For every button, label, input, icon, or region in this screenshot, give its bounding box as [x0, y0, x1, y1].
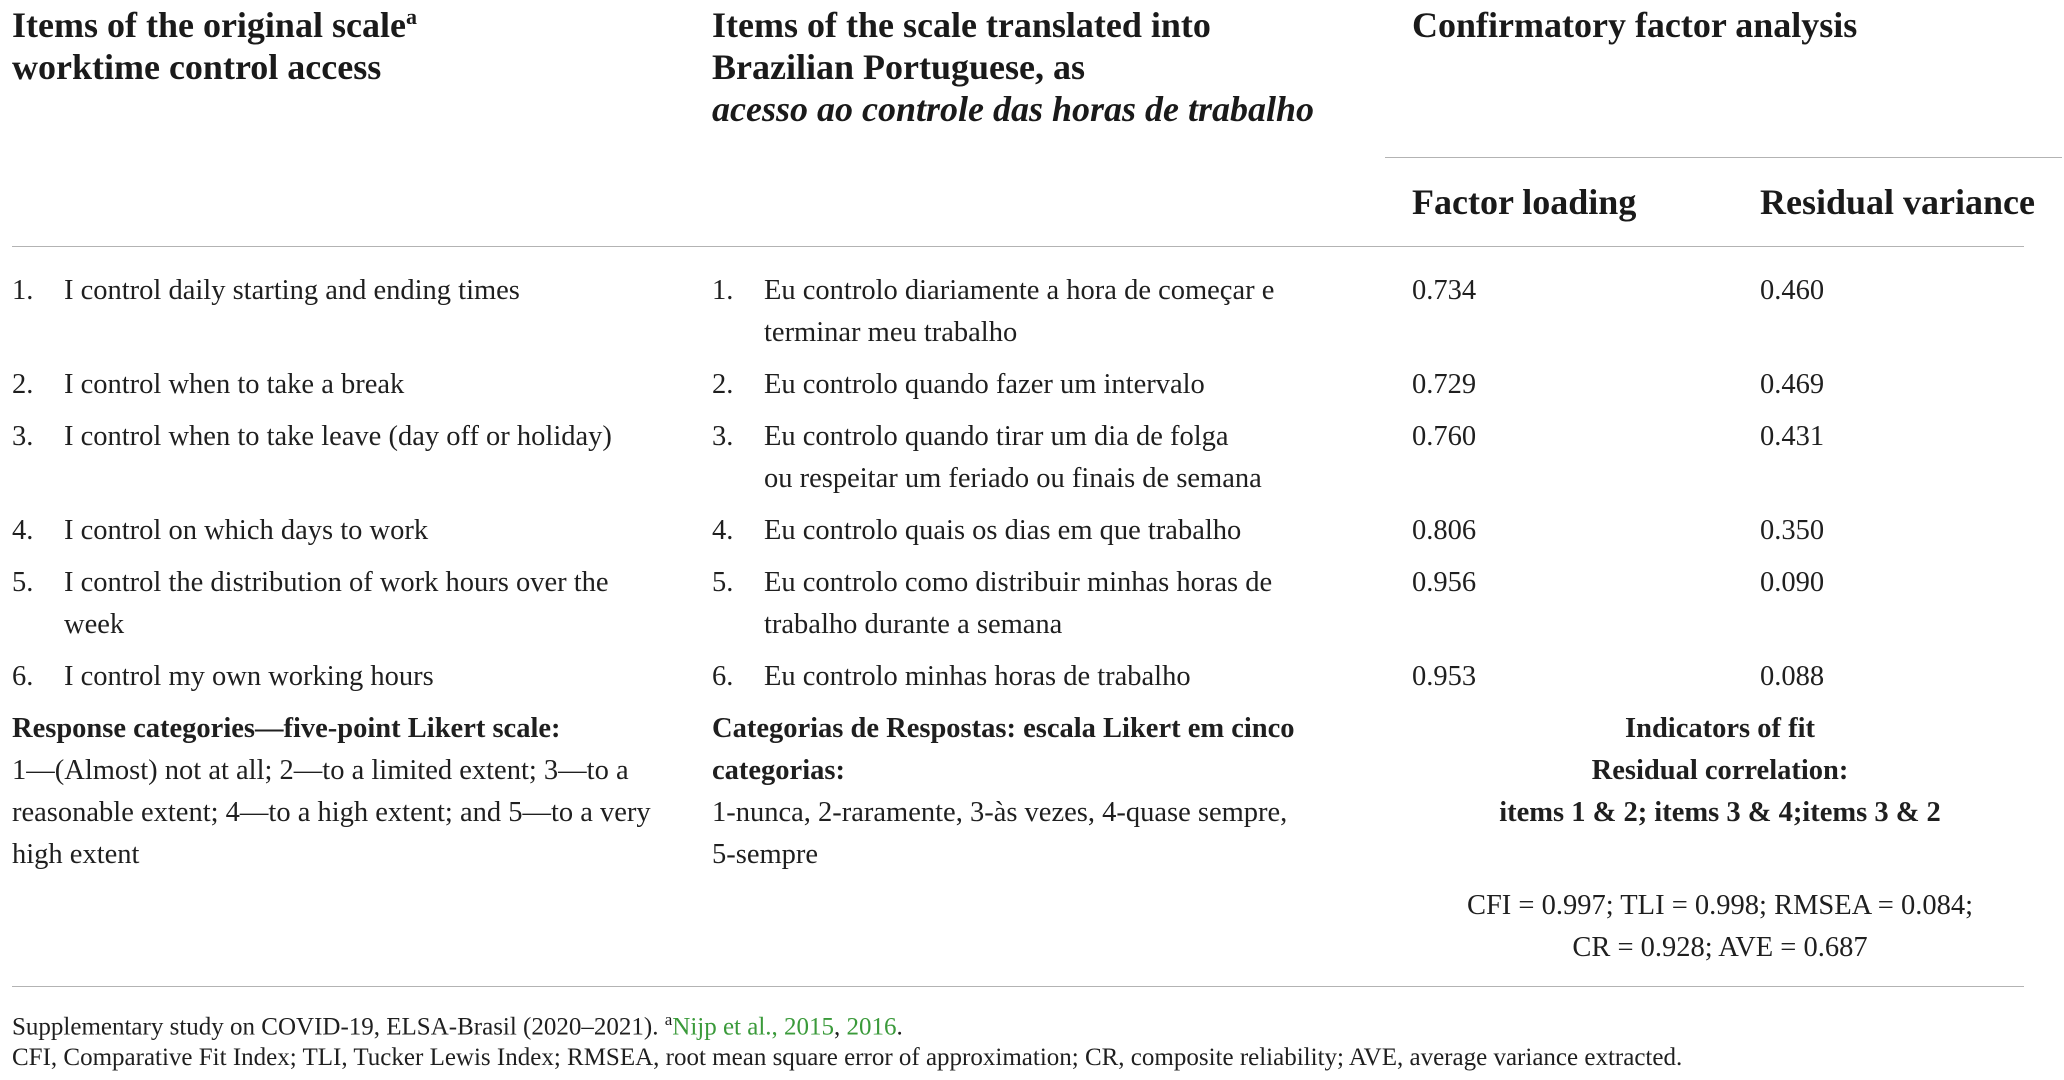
header-col2-line1: Items of the scale translated into: [712, 5, 1211, 45]
factor-loading-value: 0.956: [1412, 567, 1477, 598]
response-categories-pt: [712, 708, 1402, 876]
row-number: 1.: [12, 275, 34, 306]
row-number: 2.: [712, 369, 734, 400]
factor-loading-value: 0.806: [1412, 515, 1477, 546]
residual-variance-value: 0.350: [1760, 515, 1825, 546]
reference-link-2015[interactable]: 2015: [784, 1013, 835, 1041]
original-item-line: I control when to take a break: [64, 369, 405, 400]
factor-loading-value: 0.729: [1412, 369, 1477, 400]
reference-link-author[interactable]: Nijp et al.,: [672, 1013, 778, 1041]
row-number: 4.: [12, 515, 34, 546]
row-number: 6.: [12, 661, 34, 692]
header-confirmatory-factor-analysis: Confirmatory factor analysis: [1412, 5, 1858, 45]
original-item-line: I control when to take leave (day off or holiday): [64, 421, 612, 452]
translated-item-line: Eu controlo como distribuir minhas horas de: [764, 567, 1273, 598]
row-number: 3.: [12, 421, 34, 452]
residual-correlation-title: Residual correlation:: [1591, 755, 1849, 786]
table-row: [12, 270, 692, 354]
header-col2-line2: Brazilian Portuguese, as: [712, 47, 1085, 87]
original-item-line: I control on which days to work: [64, 515, 429, 546]
residual-variance-value: 0.431: [1760, 421, 1825, 452]
translated-item-line: Eu controlo diariamente a hora de começar e: [764, 275, 1275, 306]
header-col1-line2: worktime control access: [12, 47, 382, 87]
response-categories-en-line: 1—(Almost) not at all; 2—to a limited extent; 3—to a: [12, 755, 629, 786]
translated-cell: [712, 270, 1392, 354]
header-col1-footnote-mark: a: [405, 4, 417, 29]
original-item-line: I control my own working hours: [64, 661, 434, 692]
row-number: 1.: [712, 275, 734, 306]
row-number: 4.: [712, 515, 734, 546]
response-categories-pt-line: 1-nunca, 2-raramente, 3-às vezes, 4-quase sempre,: [712, 797, 1288, 828]
translated-item-line: ou respeitar um feriado ou finais de semana: [764, 463, 1262, 494]
table-bottom-rule: [12, 986, 2024, 987]
factor-loading-value: 0.953: [1412, 661, 1477, 692]
fit-indices-line: CFI = 0.997; TLI = 0.998; RMSEA = 0.084;: [1466, 890, 1974, 921]
header-bottom-rule: [12, 246, 2024, 247]
row-number: 2.: [12, 369, 34, 400]
original-item: [64, 562, 609, 646]
reference-end: .: [896, 1013, 903, 1041]
row-number: 3.: [712, 421, 734, 452]
translated-item: [764, 270, 1274, 354]
original-item-line: I control the distribution of work hours over the: [64, 567, 609, 598]
residual-correlation-items: items 1 & 2; items 3 & 4;items 3 & 2: [1499, 797, 1941, 828]
translated-item: [764, 510, 1241, 552]
fit-indices-line: CR = 0.928; AVE = 0.687: [1572, 932, 1868, 963]
footnote-source-text: Supplementary study on COVID-19, ELSA-Brasil (2020–2021).: [12, 1013, 665, 1041]
translated-item: [764, 416, 1262, 500]
cfa-header-rule: [1385, 157, 2062, 158]
factor-loading-value: 0.760: [1412, 421, 1477, 452]
footnote-abbreviations: CFI, Comparative Fit Index; TLI, Tucker Lewis Index; RMSEA, root mean square error of approximation; CR, composite reliability; AVE, average variance extracted.: [12, 1044, 1683, 1071]
footnote-mark: a: [664, 1010, 673, 1029]
header-col2-line3: acesso ao controle das horas de trabalho: [712, 89, 1315, 129]
translated-item: [764, 562, 1272, 646]
header-factor-loading: Factor loading: [1412, 182, 1637, 222]
translated-item-line: Eu controlo quais os dias em que trabalho: [764, 515, 1242, 546]
translated-item-line: Eu controlo minhas horas de trabalho: [764, 661, 1191, 692]
residual-variance-value: 0.460: [1760, 275, 1825, 306]
original-item: [64, 364, 404, 406]
fit-indices: [1410, 885, 2030, 969]
original-item-line: week: [64, 609, 125, 640]
translated-item-line: Eu controlo quando tirar um dia de folga: [764, 421, 1229, 452]
original-item: [64, 270, 520, 312]
response-categories-pt-title: categorias:: [712, 755, 845, 786]
indicators-of-fit: [1410, 708, 2030, 834]
factor-loading-value: 0.734: [1412, 275, 1477, 306]
response-categories-en-line: reasonable extent; 4—to a high extent; and 5—to a very: [12, 797, 651, 828]
residual-variance-value: 0.088: [1760, 661, 1825, 692]
reference-separator: ,: [834, 1013, 847, 1041]
reference-link-2016[interactable]: 2016: [846, 1013, 897, 1041]
header-residual-variance: Residual variance: [1760, 182, 2035, 222]
row-number: 5.: [712, 567, 734, 598]
translated-item-line: Eu controlo quando fazer um intervalo: [764, 369, 1205, 400]
response-categories-pt-title: Categorias de Respostas: escala Likert em cinco: [712, 713, 1295, 744]
header-col1-line1: Items of the original scale: [12, 5, 406, 45]
translated-item-line: terminar meu trabalho: [764, 317, 1018, 348]
row-number: 5.: [12, 567, 34, 598]
original-item: [64, 510, 428, 552]
original-item-line: I control daily starting and ending times: [64, 275, 520, 306]
response-categories-en-line: high extent: [12, 839, 140, 870]
translated-item: [764, 364, 1205, 406]
translated-item-line: trabalho durante a semana: [764, 609, 1063, 640]
translated-item: [764, 656, 1191, 698]
residual-variance-value: 0.090: [1760, 567, 1825, 598]
response-categories-en: [12, 708, 702, 876]
header-translated-scale: [712, 4, 1314, 130]
indicators-of-fit-title: Indicators of fit: [1625, 713, 1815, 744]
response-categories-pt-line: 5-sempre: [712, 839, 819, 870]
original-item: [64, 416, 612, 458]
row-number: 6.: [712, 661, 734, 692]
header-original-scale: [12, 4, 417, 88]
residual-variance-value: 0.469: [1760, 369, 1825, 400]
original-item: [64, 656, 434, 698]
response-categories-en-title: Response categories—five-point Likert scale:: [12, 713, 561, 744]
